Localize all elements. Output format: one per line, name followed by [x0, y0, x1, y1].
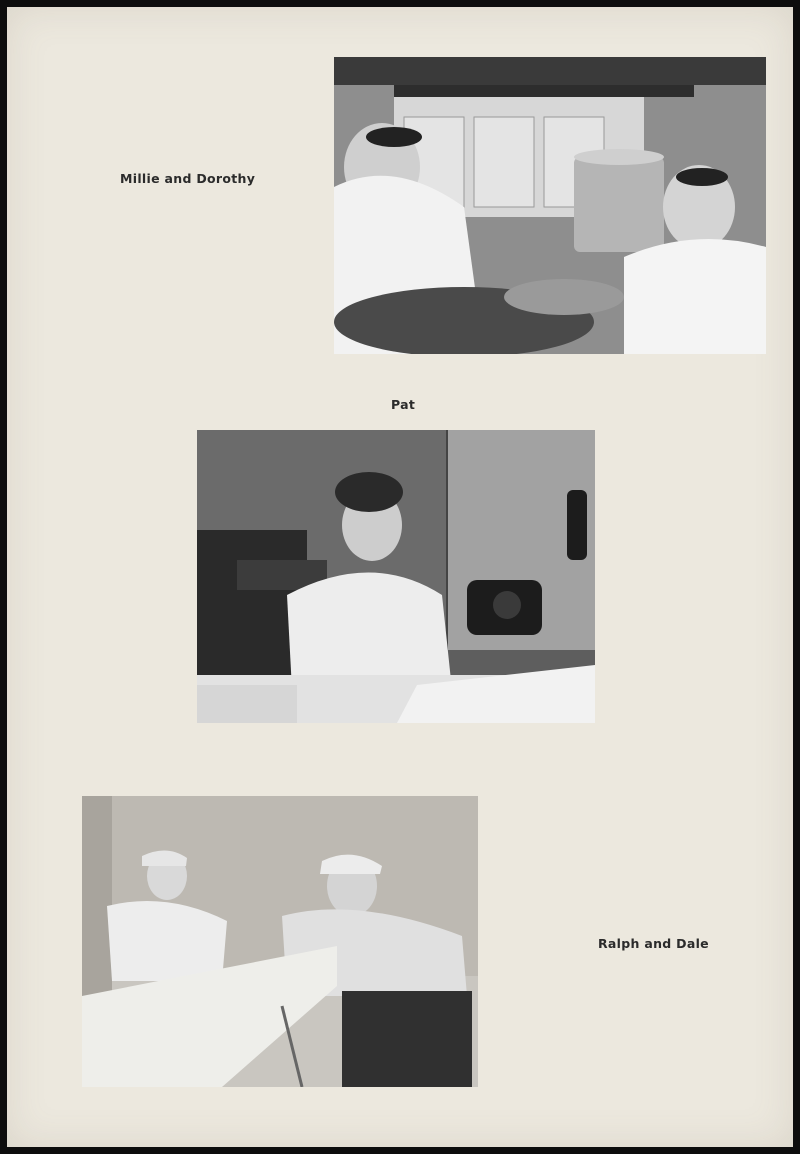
photo-millie-dorothy: [334, 57, 766, 354]
photo-pat: [197, 430, 595, 723]
caption-millie-dorothy: Millie and Dorothy: [120, 171, 256, 186]
photo-ralph-dale: [82, 796, 478, 1087]
yearbook-page: [7, 7, 793, 1147]
caption-pat: Pat: [391, 397, 416, 412]
caption-ralph-dale: Ralph and Dale: [598, 936, 709, 951]
